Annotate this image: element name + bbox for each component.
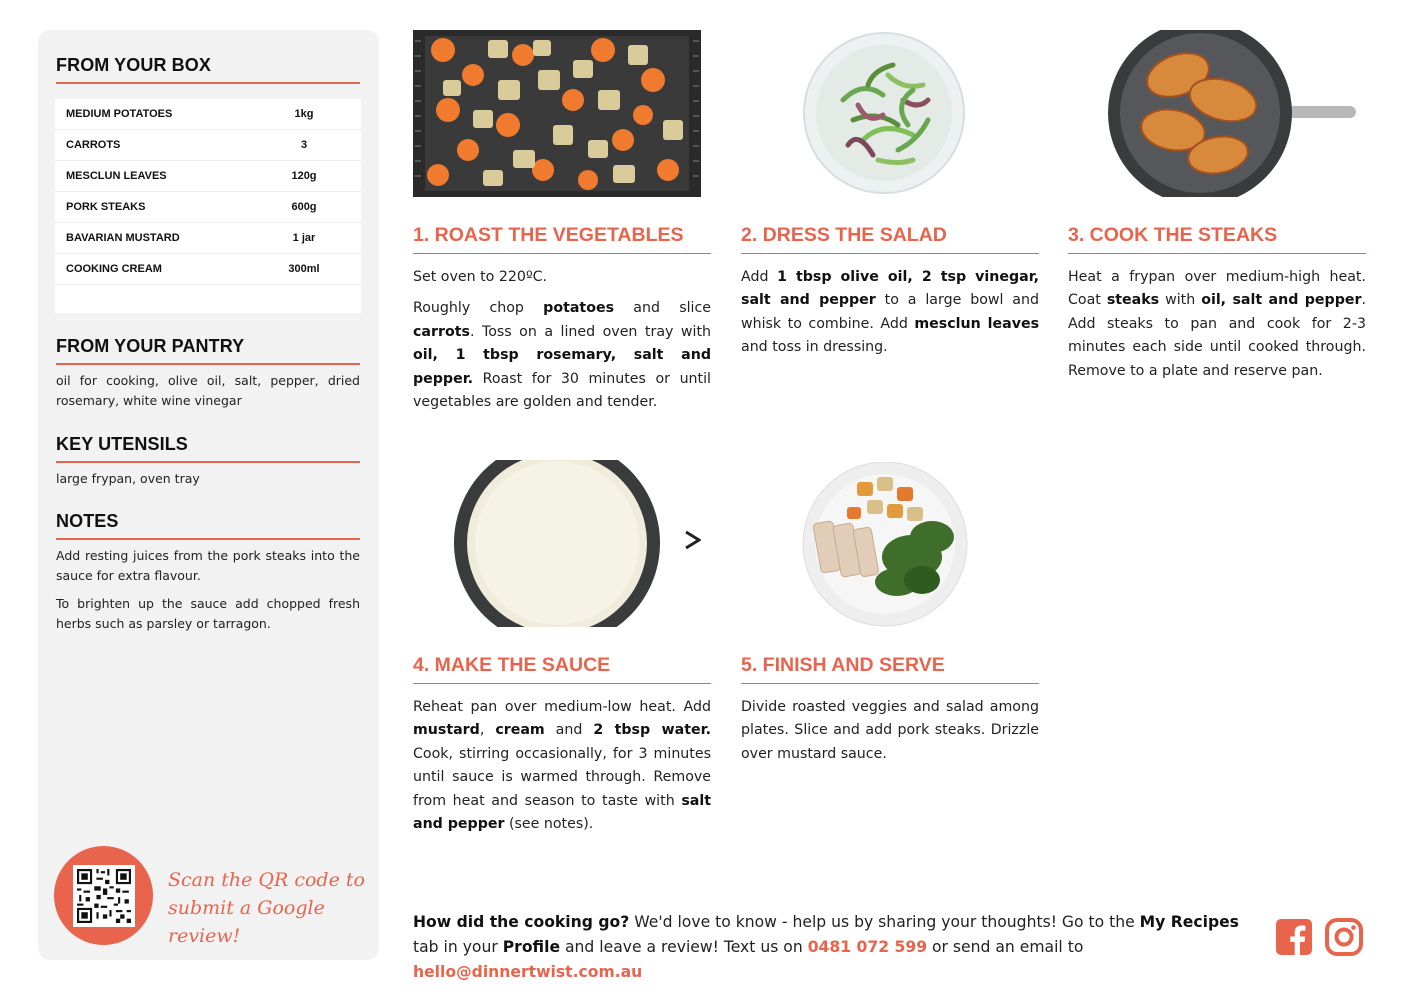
ingredient-qty: 300ml (288, 263, 320, 275)
roast-vegetables-photo (413, 30, 701, 197)
text-run: (see notes). (504, 816, 594, 833)
step-2-title: 2. DRESS THE SALAD (741, 224, 1039, 254)
text-run: and toss in dressing. (741, 339, 888, 356)
ingredient-name: CARROTS (66, 139, 121, 151)
text-run: to a large bowl and whisk to combine. Add (741, 292, 1039, 332)
step-2-paragraph (741, 266, 1039, 360)
text-run: and leave a review! Text us on (560, 938, 808, 956)
notes-text (56, 546, 360, 634)
ingredient-qty: 3 (300, 139, 308, 151)
step-1-paragraph: Set oven to 220ºC. (413, 269, 548, 285)
from-box-heading: FROM YOUR BOX (56, 55, 360, 84)
ingredient-qty: 120g (291, 170, 317, 182)
step-4-paragraph (413, 696, 711, 836)
bold-text: carrots (413, 323, 470, 340)
step-3-paragraph (1068, 266, 1366, 383)
text-run: . Add steaks to pan and cook for 2-3 minutes each side until cooked through. Remove to a plate and reserve pan. (1068, 292, 1366, 379)
instagram-icon (1325, 918, 1363, 956)
text-run: Reheat pan over medium-low heat. Add (413, 699, 711, 715)
instagram-link[interactable] (1325, 918, 1363, 956)
ingredient-name: MESCLUN LEAVES (66, 170, 167, 182)
ingredient-qty: 600g (291, 201, 317, 213)
table-row (55, 254, 361, 285)
footer-feedback (413, 910, 1263, 985)
step-5-title: 5. FINISH AND SERVE (741, 654, 1039, 684)
text-run: and slice (614, 300, 711, 317)
bold-text: Profile (502, 938, 561, 956)
bold-text: 2 tbsp water. (593, 722, 711, 739)
qr-caption (168, 866, 368, 950)
pantry-text: oil for cooking, olive oil, salt, pepper, dried rosemary, white wine vinegar (56, 373, 360, 408)
contact-link[interactable]: 0481 072 599 (807, 938, 928, 956)
ingredient-qty: 1 jar (292, 232, 316, 244)
step-2-body (741, 266, 1039, 360)
qr-caption-line: Scan the QR code to (168, 869, 365, 891)
ingredient-qty: 1kg (294, 108, 314, 120)
bold-text: How did the cooking go? (413, 913, 630, 931)
step-4-title: 4. MAKE THE SAUCE (413, 654, 711, 684)
text-run: and (544, 722, 594, 739)
steaks-photo (1108, 30, 1356, 197)
step-1-title: 1. ROAST THE VEGETABLES (413, 224, 711, 254)
ingredients-table (55, 99, 361, 313)
ingredient-name: MEDIUM POTATOES (66, 108, 173, 120)
bold-text: oil, salt and pepper (1201, 292, 1362, 309)
frypan-steaks-image (1108, 30, 1356, 197)
text-run: Add (741, 269, 778, 285)
step-3-body (1068, 266, 1366, 383)
bold-text: potatoes (543, 300, 615, 317)
step-1-paragraph (413, 297, 711, 414)
note-paragraph: To brighten up the sauce add chopped fresh herbs such as parsley or tarragon. (56, 596, 360, 631)
text-run: Roughly chop (413, 300, 544, 317)
qr-caption-line: submit a Google review! (168, 897, 325, 947)
bold-text: 1 tbsp olive oil, 2 tsp vinegar, salt and pepper (741, 269, 1039, 309)
sidebar (38, 30, 379, 960)
plated-dish-image (802, 462, 968, 627)
pantry-heading: FROM YOUR PANTRY (56, 336, 360, 365)
utensils-heading: KEY UTENSILS (56, 434, 360, 463)
text-run: , (479, 722, 496, 739)
ingredient-name: PORK STEAKS (66, 201, 146, 213)
step-1-body (413, 266, 711, 414)
bold-text: My Recipes (1139, 913, 1239, 931)
bold-text: mesclun leaves (914, 315, 1040, 332)
utensils-text: large frypan, oven tray (56, 471, 200, 486)
bold-text: oil, 1 tbsp rosemary, salt and pepper. (413, 347, 711, 387)
roast-tray-image (413, 30, 701, 197)
text-run: with (1159, 292, 1202, 309)
bold-text: mustard (413, 722, 480, 739)
step-4-body (413, 696, 711, 836)
salad-bowl-image (803, 30, 966, 197)
text-run: or send an email to (927, 938, 1084, 956)
qr-badge[interactable] (54, 846, 153, 945)
bold-text: salt and pepper (413, 792, 711, 833)
text-run: Heat a frypan over medium-high heat. Coat (1068, 269, 1366, 309)
serve-photo (802, 462, 968, 627)
text-run: Roast for 30 minutes or until vegetables are golden and tender. (413, 370, 711, 411)
text-run: Cook, stirring occasionally, for 3 minutes until sauce is warmed through. Remove from heat and season to taste with (413, 745, 711, 809)
text-run: . Toss on a lined oven tray with (469, 323, 711, 340)
sauce-photo (454, 460, 701, 627)
sauce-pan-image (454, 460, 701, 627)
qr-code[interactable] (73, 865, 135, 927)
facebook-link[interactable] (1275, 918, 1313, 956)
notes-heading: NOTES (56, 511, 360, 540)
ingredient-name: BAVARIAN MUSTARD (66, 232, 180, 244)
table-row (55, 99, 361, 130)
step-5-body (741, 696, 1039, 766)
text-run: tab in your (413, 938, 503, 956)
qr-code-icon (77, 869, 131, 923)
table-row (55, 130, 361, 161)
salad-photo (803, 30, 966, 197)
text-run: We'd love to know - help us by sharing your thoughts! Go to the (629, 913, 1140, 931)
table-row (55, 223, 361, 254)
contact-link[interactable]: hello@dinnertwist.com.au (413, 963, 643, 981)
ingredient-name: COOKING CREAM (66, 263, 162, 275)
bold-text: steaks (1106, 292, 1160, 309)
facebook-icon (1275, 918, 1313, 956)
table-row (55, 161, 361, 192)
bold-text: cream (495, 722, 545, 739)
step-5-paragraph: Divide roasted veggies and salad among plates. Slice and add pork steaks. Drizzle over mustard sauce. (741, 699, 1039, 762)
step-3-title: 3. COOK THE STEAKS (1068, 224, 1366, 254)
note-paragraph: Add resting juices from the pork steaks into the sauce for extra flavour. (56, 548, 360, 583)
table-row (55, 192, 361, 223)
